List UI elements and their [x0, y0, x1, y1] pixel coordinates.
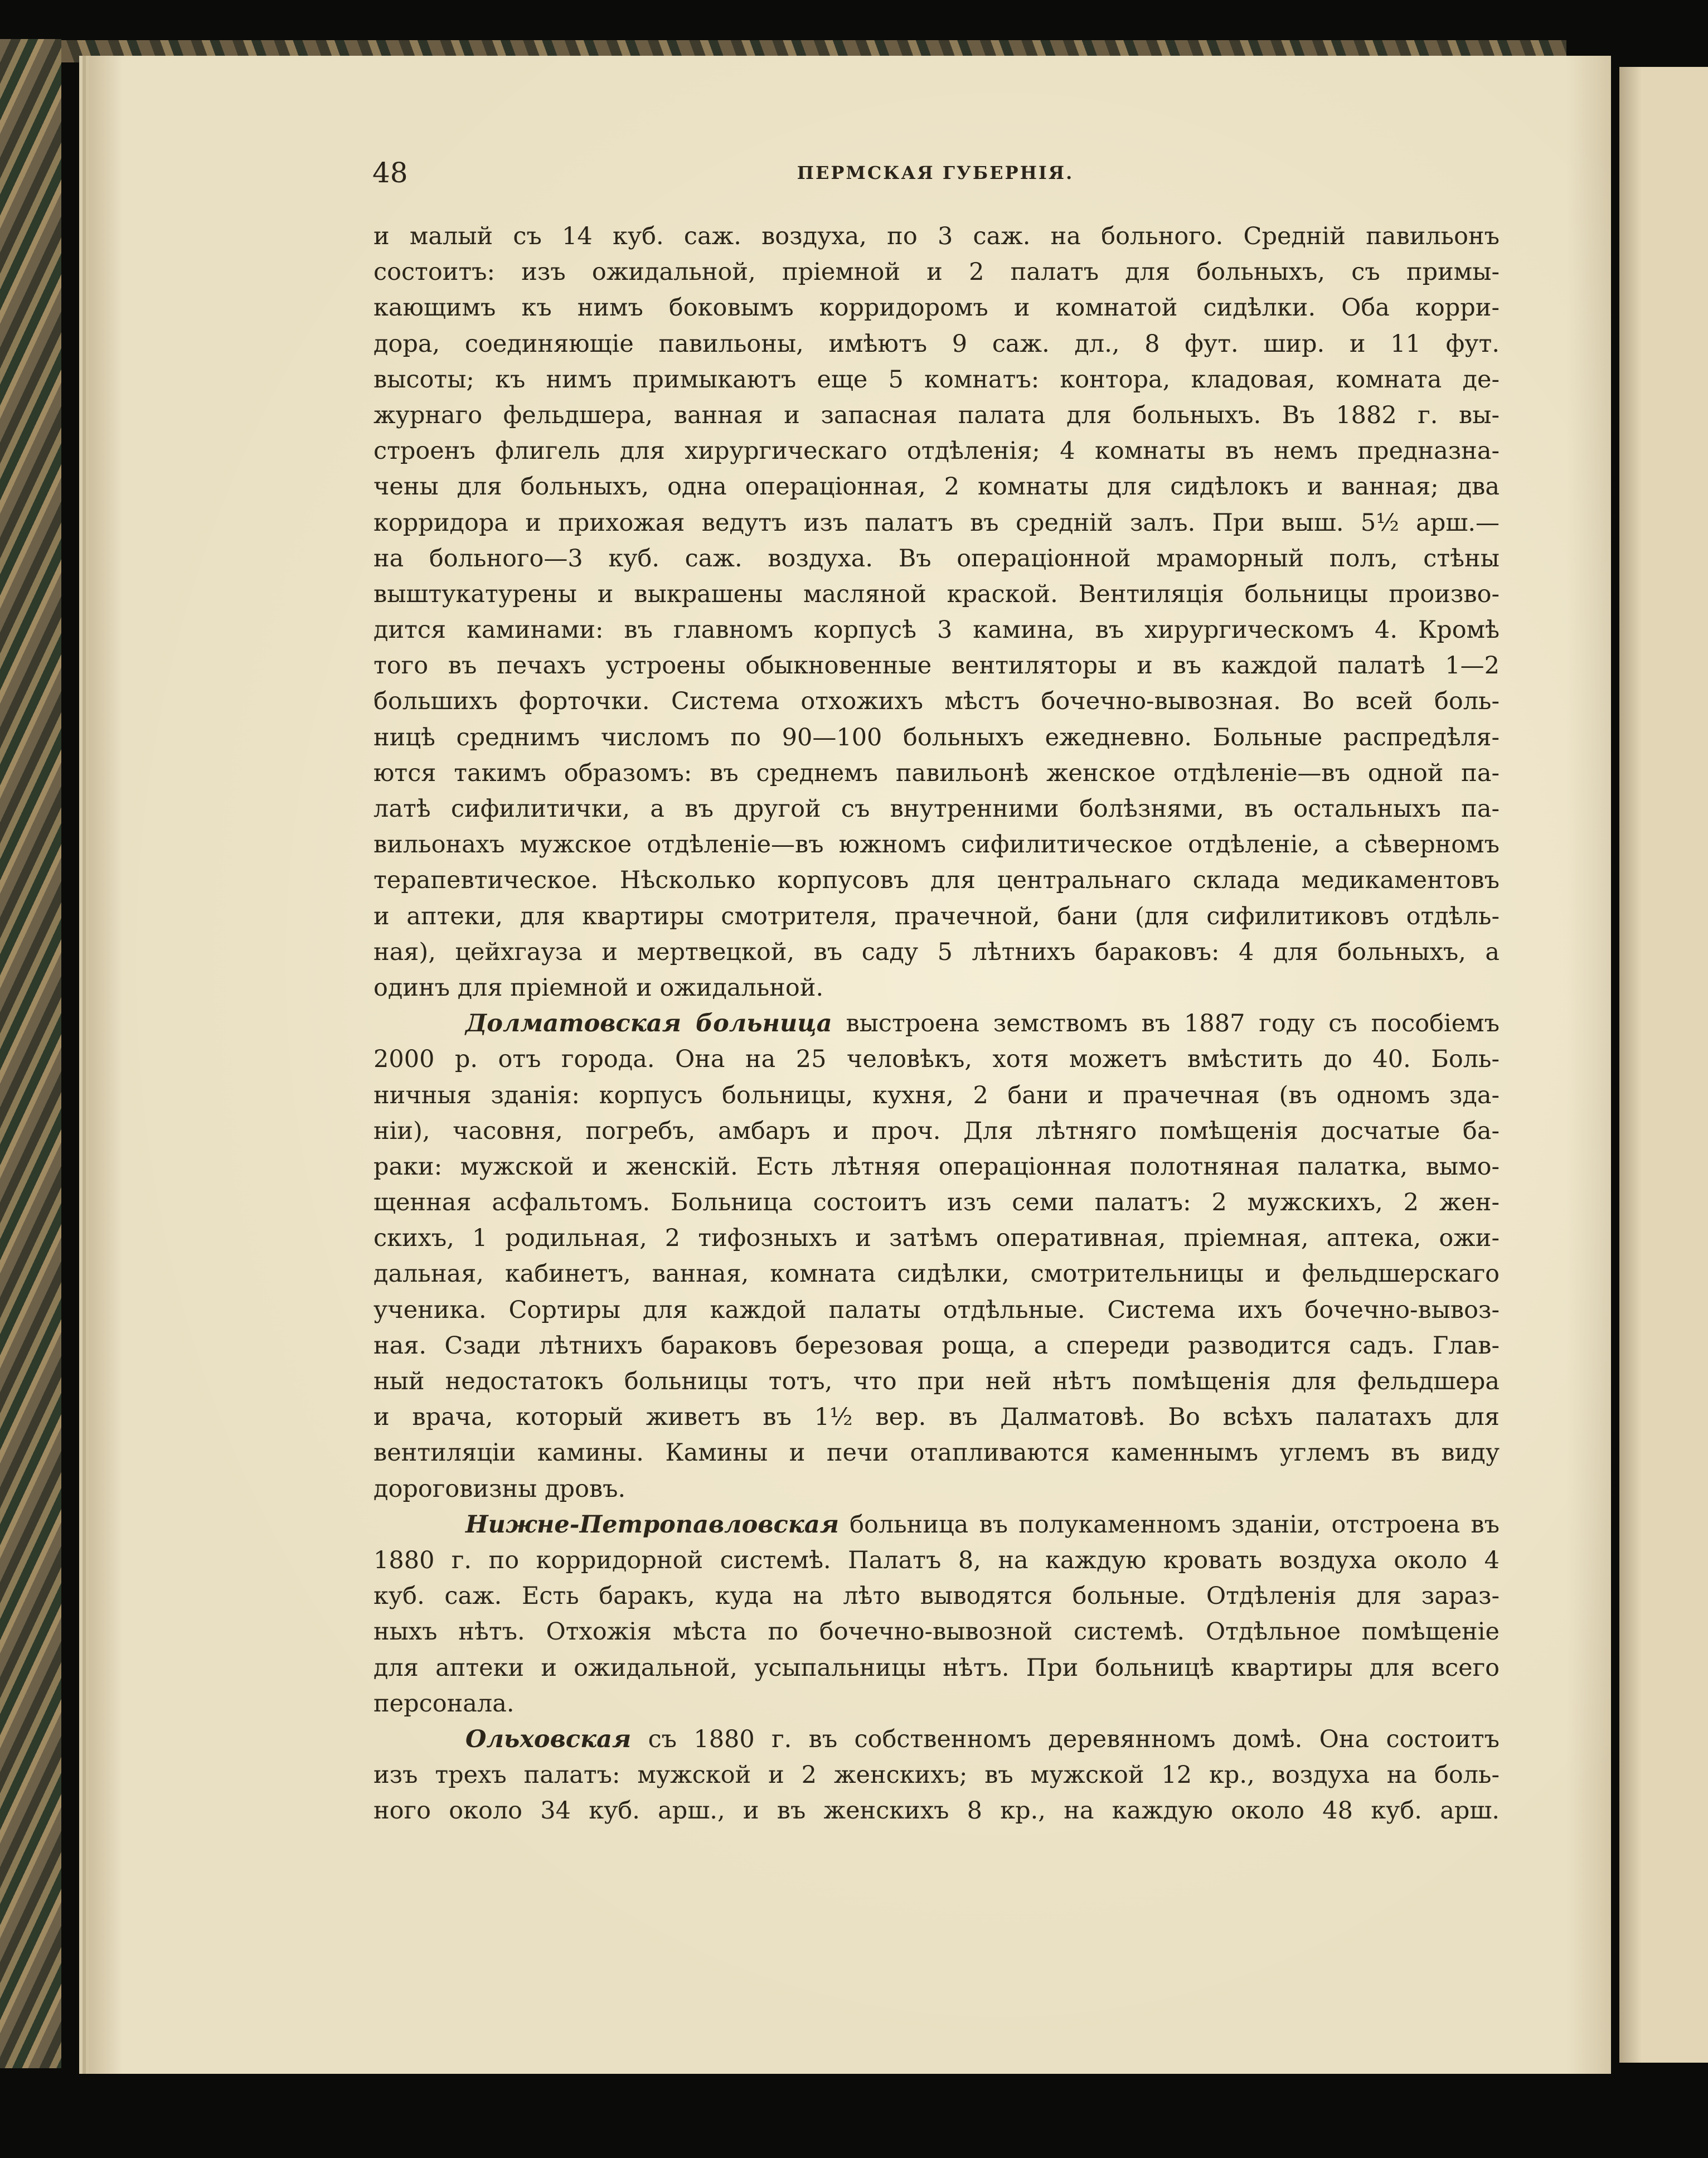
text-line	[373, 1006, 1500, 1041]
text-line	[373, 397, 1500, 433]
line-text: терапевтическое. Нѣсколько корпусовъ для центральнаго склада медикаментовъ	[373, 866, 1500, 895]
line-text: дальная, кабинетъ, ванная, комната сидѣлки, смотрительницы и фельдшерскаго	[373, 1260, 1500, 1288]
text-line	[373, 1721, 1500, 1757]
line-text: для аптеки и ожидальной, усыпальницы нѣтъ. При больницѣ квартиры для всего	[373, 1653, 1500, 1682]
text-line	[373, 541, 1500, 576]
line-text: чены для больныхъ, одна операціонная, 2 комнаты для сидѣлокъ и ванная; два	[373, 473, 1500, 501]
line-text: латѣ сифилитички, а въ другой съ внутренними болѣзнями, въ остальныхъ па-	[373, 795, 1500, 823]
line-text: ются такимъ образомъ: въ среднемъ павильонѣ женское отдѣленіе—въ одной па-	[373, 759, 1500, 787]
text-line	[373, 576, 1500, 612]
line-text: вентиляціи камины. Камины и печи отапливаются каменнымъ углемъ въ виду	[373, 1439, 1500, 1467]
text-line	[373, 326, 1500, 362]
line-text: ного около 34 куб. арш., и въ женскихъ 8 кр., на каждую около 48 куб. арш.	[373, 1797, 1500, 1825]
running-title: ПЕРМСКАЯ ГУБЕРНІЯ.	[797, 162, 1074, 183]
line-text: персонала.	[373, 1689, 515, 1718]
text-line	[373, 1543, 1500, 1578]
text-line	[373, 1435, 1500, 1471]
text-line	[373, 934, 1500, 970]
text-line	[373, 1041, 1500, 1077]
line-text: вильонахъ мужское отдѣленіе—въ южномъ сифилитическое отдѣленіе, а сѣверномъ	[373, 831, 1500, 859]
line-text: дора, соединяющіе павильоны, имѣютъ 9 саж. дл., 8 фут. шир. и 11 фут.	[373, 329, 1500, 358]
text-line	[373, 1471, 1500, 1507]
line-text: раки: мужской и женскій. Есть лѣтняя операціонная полотняная палатка, вымо-	[373, 1152, 1500, 1181]
line-text: состоитъ: изъ ожидальной, пріемной и 2 палатъ для больныхъ, съ примы-	[373, 258, 1500, 287]
line-text: и врача, который живетъ въ 1½ вер. въ Далматовѣ. Во всѣхъ палатахъ для	[373, 1403, 1500, 1432]
text-line	[373, 1614, 1500, 1650]
text-line	[373, 862, 1500, 898]
text-line	[373, 1650, 1500, 1686]
text-line	[373, 1220, 1500, 1256]
line-text: ничныя зданія: корпусъ больницы, кухня, 2 бани и прачечная (въ одномъ зда-	[373, 1081, 1500, 1109]
text-line	[373, 1686, 1500, 1721]
hospital-name: Долматовская больница	[465, 1010, 832, 1038]
line-text: 1880 г. по корридорной системѣ. Палатъ 8, на каждую кровать воздуха около 4	[373, 1546, 1500, 1574]
text-line	[373, 1078, 1500, 1113]
line-text: ніи), часовня, погребъ, амбаръ и проч. Для лѣтняго помѣщенія досчатые ба-	[373, 1117, 1500, 1145]
text-line	[373, 1292, 1500, 1328]
line-text: больница въ полукаменномъ зданіи, отстроена въ	[838, 1510, 1500, 1539]
hospital-name: Нижне-Петропавловская	[465, 1510, 839, 1539]
text-line	[373, 755, 1500, 791]
facing-page	[1619, 67, 1708, 2063]
hospital-name: Ольховская	[465, 1725, 632, 1753]
line-text: ный недостатокъ больницы тотъ, что при ней нѣтъ помѣщенія для фельдшера	[373, 1367, 1500, 1395]
line-text: ученика. Сортиры для каждой палаты отдѣльные. Система ихъ бочечно-вывоз-	[373, 1296, 1500, 1324]
line-text: дится каминами: въ главномъ корпусѣ 3 камина, въ хирургическомъ 4. Кромѣ	[373, 616, 1500, 644]
text-line	[373, 1757, 1500, 1793]
line-text: куб. саж. Есть баракъ, куда на лѣто выводятся больные. Отдѣленія для зараз-	[373, 1582, 1500, 1611]
text-line	[373, 1793, 1500, 1829]
text-line	[373, 827, 1500, 862]
marbled-page-edge	[0, 39, 61, 2068]
line-text: высоты; къ нимъ примыкаютъ еще 5 комнатъ: контора, кладовая, комната де-	[373, 365, 1500, 394]
text-line	[373, 648, 1500, 683]
text-line	[373, 683, 1500, 719]
line-text: ныхъ нѣтъ. Отхожія мѣста по бочечно-вывозной системѣ. Отдѣльное помѣщеніе	[373, 1618, 1500, 1646]
page-header	[372, 156, 1498, 190]
line-text: журнаго фельдшера, ванная и запасная палата для больныхъ. Въ 1882 г. вы-	[373, 401, 1500, 429]
line-text: и малый съ 14 куб. саж. воздуха, по 3 саж. на больного. Средній павильонъ	[373, 222, 1500, 250]
text-line	[373, 219, 1500, 254]
line-text: и аптеки, для квартиры смотрителя, прачечной, бани (для сифилитиковъ отдѣль-	[373, 902, 1500, 930]
text-line	[373, 899, 1500, 934]
text-line	[373, 290, 1500, 326]
text-line	[373, 1328, 1500, 1364]
text-line	[373, 1256, 1500, 1292]
line-text: ницѣ среднимъ числомъ по 90—100 больныхъ ежедневно. Больные распредѣля-	[373, 723, 1500, 751]
line-text: того въ печахъ устроены обыкновенные вентиляторы и въ каждой палатѣ 1—2	[373, 652, 1500, 680]
line-text: на больного—3 куб. саж. воздуха. Въ операціонной мраморный полъ, стѣны	[373, 544, 1500, 573]
text-line	[373, 791, 1500, 827]
line-text: 2000 р. отъ города. Она на 25 человѣкъ, хотя можетъ вмѣстить до 40. Боль-	[373, 1045, 1500, 1074]
text-line	[373, 1113, 1500, 1149]
line-text: одинъ для пріемной и ожидальной.	[373, 973, 824, 1002]
line-text: выстроена земствомъ въ 1887 году съ пособіемъ	[832, 1010, 1500, 1038]
text-line	[373, 970, 1500, 1006]
line-text: ная. Сзади лѣтнихъ бараковъ березовая роща, а спереди разводится садъ. Глав-	[373, 1331, 1500, 1360]
line-text: съ 1880 г. въ собственномъ деревянномъ домѣ. Она состоитъ	[631, 1725, 1500, 1753]
text-line	[373, 362, 1500, 397]
line-text: ная), цейхгауза и мертвецкой, въ саду 5 лѣтнихъ бараковъ: 4 для больныхъ, а	[373, 938, 1500, 966]
page-number: 48	[372, 157, 408, 189]
text-line	[373, 1507, 1500, 1543]
text-line	[373, 1399, 1500, 1435]
text-line	[373, 433, 1500, 469]
line-text: корридора и прихожая ведутъ изъ палатъ въ средній залъ. При выш. 5½ арш.—	[373, 508, 1500, 537]
line-text: большихъ форточки. Система отхожихъ мѣстъ бочечно-вывозная. Во всей боль-	[373, 687, 1500, 716]
line-text: выштукатурены и выкрашены масляной краской. Вентиляція больницы произво-	[373, 580, 1500, 608]
text-line	[373, 1185, 1500, 1220]
line-text: дороговизны дровъ.	[373, 1475, 626, 1503]
line-text: щенная асфальтомъ. Больница состоитъ изъ семи палатъ: 2 мужскихъ, 2 жен-	[373, 1189, 1500, 1217]
line-text: кающимъ къ нимъ боковымъ корридоромъ и комнатой сидѣлки. Оба корри-	[373, 294, 1500, 322]
body-text	[373, 219, 1500, 1829]
text-line	[373, 469, 1500, 505]
line-text: скихъ, 1 родильная, 2 тифозныхъ и затѣмъ оперативная, пріемная, аптека, ожи-	[373, 1224, 1500, 1253]
text-line	[373, 1364, 1500, 1399]
line-text: изъ трехъ палатъ: мужской и 2 женскихъ; въ мужской 12 кр., воздуха на боль-	[373, 1761, 1500, 1790]
text-line	[373, 612, 1500, 648]
text-line	[373, 254, 1500, 290]
text-line	[373, 505, 1500, 541]
line-text: строенъ флигель для хирургическаго отдѣленія; 4 комнаты въ немъ предназна-	[373, 437, 1500, 465]
text-line	[373, 1578, 1500, 1614]
text-line	[373, 720, 1500, 755]
text-line	[373, 1149, 1500, 1185]
